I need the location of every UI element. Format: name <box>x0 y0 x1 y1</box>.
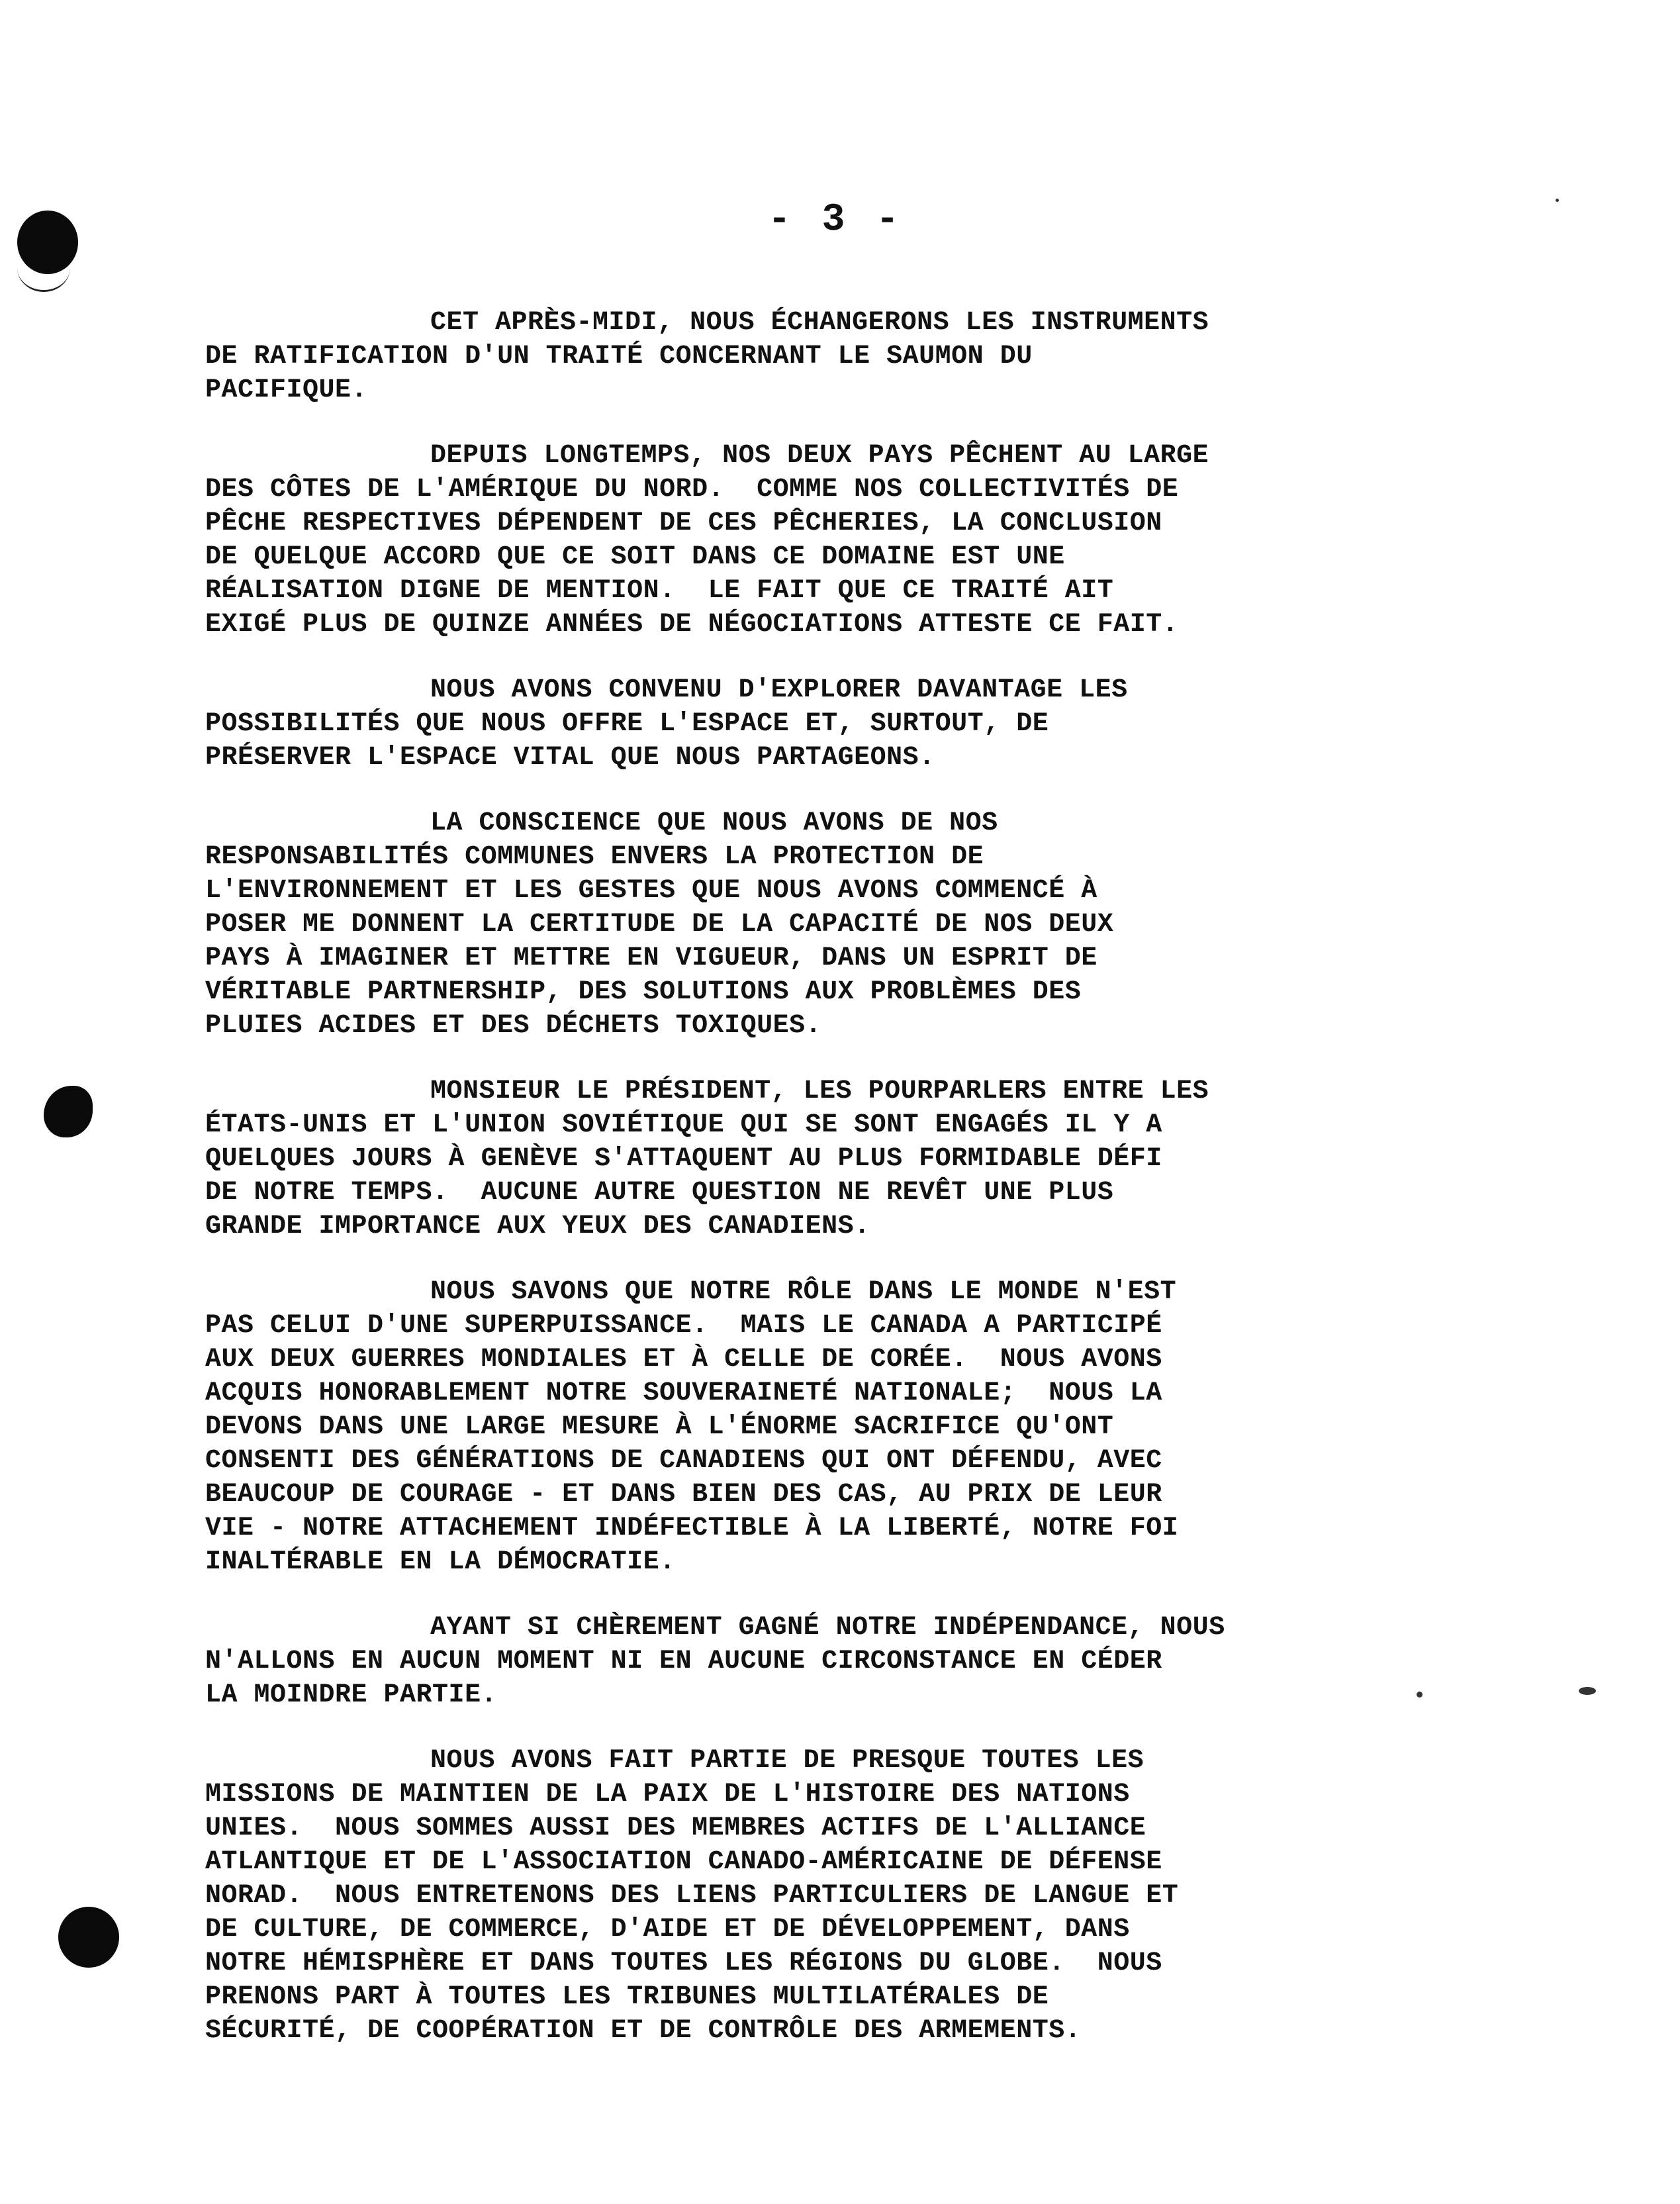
text-line: PLUIES ACIDES ET DES DÉCHETS TOXIQUES. <box>205 1011 822 1041</box>
text-line: INALTÉRABLE EN LA DÉMOCRATIE. <box>205 1547 676 1577</box>
document-body <box>205 306 1436 2080</box>
text-line: L'ENVIRONNEMENT ET LES GESTES QUE NOUS AVONS COMMENCÉ À <box>205 876 1097 906</box>
text-line: AUX DEUX GUERRES MONDIALES ET À CELLE DE CORÉE. NOUS AVONS <box>205 1345 1162 1374</box>
paragraph <box>205 1075 1436 1243</box>
text-line: DE NOTRE TEMPS. AUCUNE AUTRE QUESTION NE REVÊT UNE PLUS <box>205 1178 1114 1208</box>
text-line: QUELQUES JOURS À GENÈVE S'ATTAQUENT AU PLUS FORMIDABLE DÉFI <box>205 1144 1162 1174</box>
paragraph <box>205 806 1436 1043</box>
text-line: ÉTATS-UNIS ET L'UNION SOVIÉTIQUE QUI SE SONT ENGAGÉS IL Y A <box>205 1110 1162 1140</box>
text-line: DE QUELQUE ACCORD QUE CE SOIT DANS CE DOMAINE EST UNE <box>205 542 1065 572</box>
text-line: NORAD. NOUS ENTRETENONS DES LIENS PARTICULIERS DE LANGUE ET <box>205 1881 1179 1911</box>
text-line: ATLANTIQUE ET DE L'ASSOCIATION CANADO-AMÉRICAINE DE DÉFENSE <box>205 1847 1162 1877</box>
text-line: NOUS AVONS FAIT PARTIE DE PRESQUE TOUTES LES <box>430 1746 1144 1776</box>
text-line: NOUS SAVONS QUE NOTRE RÔLE DANS LE MONDE N'EST <box>430 1277 1177 1307</box>
text-line: PRÉSERVER L'ESPACE VITAL QUE NOUS PARTAGEONS. <box>205 743 935 773</box>
text-line: RÉALISATION DIGNE DE MENTION. LE FAIT QUE CE TRAITÉ AIT <box>205 576 1114 606</box>
paragraph <box>205 439 1436 642</box>
text-line: N'ALLONS EN AUCUN MOMENT NI EN AUCUNE CIRCONSTANCE EN CÉDER <box>205 1647 1162 1676</box>
text-line: ACQUIS HONORABLEMENT NOTRE SOUVERAINETÉ NATIONALE; NOUS LA <box>205 1378 1162 1408</box>
text-line: AYANT SI CHÈREMENT GAGNÉ NOTRE INDÉPENDANCE, NOUS <box>430 1613 1225 1643</box>
text-line: LA CONSCIENCE QUE NOUS AVONS DE NOS <box>430 808 998 838</box>
text-line: VIE - NOTRE ATTACHEMENT INDÉFECTIBLE À LA LIBERTÉ, NOTRE FOI <box>205 1513 1179 1543</box>
paragraph <box>205 306 1436 407</box>
paragraph <box>205 1744 1436 2048</box>
text-line: EXIGÉ PLUS DE QUINZE ANNÉES DE NÉGOCIATIONS ATTESTE CE FAIT. <box>205 610 1179 640</box>
binder-hole-middle <box>44 1086 93 1137</box>
text-line: MISSIONS DE MAINTIEN DE LA PAIX DE L'HISTOIRE DES NATIONS <box>205 1780 1130 1809</box>
text-line: PÊCHE RESPECTIVES DÉPENDENT DE CES PÊCHERIES, LA CONCLUSION <box>205 508 1162 538</box>
scan-speck <box>1579 1687 1596 1695</box>
text-line: NOUS AVONS CONVENU D'EXPLORER DAVANTAGE LES <box>430 675 1128 705</box>
text-line: DEVONS DANS UNE LARGE MESURE À L'ÉNORME SACRIFICE QU'ONT <box>205 1412 1114 1442</box>
text-line: DES CÔTES DE L'AMÉRIQUE DU NORD. COMME NOS COLLECTIVITÉS DE <box>205 475 1179 504</box>
text-line: DEPUIS LONGTEMPS, NOS DEUX PAYS PÊCHENT AU LARGE <box>430 441 1209 471</box>
text-line: POSSIBILITÉS QUE NOUS OFFRE L'ESPACE ET, SURTOUT, DE <box>205 709 1049 739</box>
text-line: VÉRITABLE PARTNERSHIP, DES SOLUTIONS AUX PROBLÈMES DES <box>205 977 1082 1007</box>
text-line: PRENONS PART À TOUTES LES TRIBUNES MULTILATÉRALES DE <box>205 1982 1049 2012</box>
text-line: GRANDE IMPORTANCE AUX YEUX DES CANADIENS. <box>205 1212 870 1241</box>
binder-hole-bottom <box>58 1907 119 1968</box>
text-line: RESPONSABILITÉS COMMUNES ENVERS LA PROTECTION DE <box>205 842 984 872</box>
scan-speck <box>1556 199 1559 202</box>
text-line: NOTRE HÉMISPHÈRE ET DANS TOUTES LES RÉGIONS DU GLOBE. NOUS <box>205 1948 1162 1978</box>
text-line: CONSENTI DES GÉNÉRATIONS DE CANADIENS QUI ONT DÉFENDU, AVEC <box>205 1446 1162 1476</box>
paragraph <box>205 1611 1436 1712</box>
text-line: UNIES. NOUS SOMMES AUSSI DES MEMBRES ACTIFS DE L'ALLIANCE <box>205 1813 1146 1843</box>
paragraph <box>205 1275 1436 1579</box>
text-line: LA MOINDRE PARTIE. <box>205 1680 498 1710</box>
text-line: CET APRÈS-MIDI, NOUS ÉCHANGERONS LES INSTRUMENTS <box>430 308 1209 338</box>
text-line: DE RATIFICATION D'UN TRAITÉ CONCERNANT LE SAUMON DU <box>205 342 1033 371</box>
text-line: POSER ME DONNENT LA CERTITUDE DE LA CAPACITÉ DE NOS DEUX <box>205 910 1114 939</box>
binder-hole-shadow <box>17 244 70 292</box>
text-line: DE CULTURE, DE COMMERCE, D'AIDE ET DE DÉVELOPPEMENT, DANS <box>205 1915 1130 1944</box>
text-line: PAYS À IMAGINER ET METTRE EN VIGUEUR, DANS UN ESPRIT DE <box>205 943 1097 973</box>
page-number: - 3 - <box>768 199 904 242</box>
text-line: BEAUCOUP DE COURAGE - ET DANS BIEN DES CAS, AU PRIX DE LEUR <box>205 1480 1162 1509</box>
text-line: MONSIEUR LE PRÉSIDENT, LES POURPARLERS ENTRE LES <box>430 1077 1209 1106</box>
text-line: SÉCURITÉ, DE COOPÉRATION ET DE CONTRÔLE DES ARMEMENTS. <box>205 2016 1082 2046</box>
text-line: PAS CELUI D'UNE SUPERPUISSANCE. MAIS LE CANADA A PARTICIPÉ <box>205 1311 1162 1341</box>
text-line: PACIFIQUE. <box>205 375 368 405</box>
paragraph <box>205 673 1436 775</box>
